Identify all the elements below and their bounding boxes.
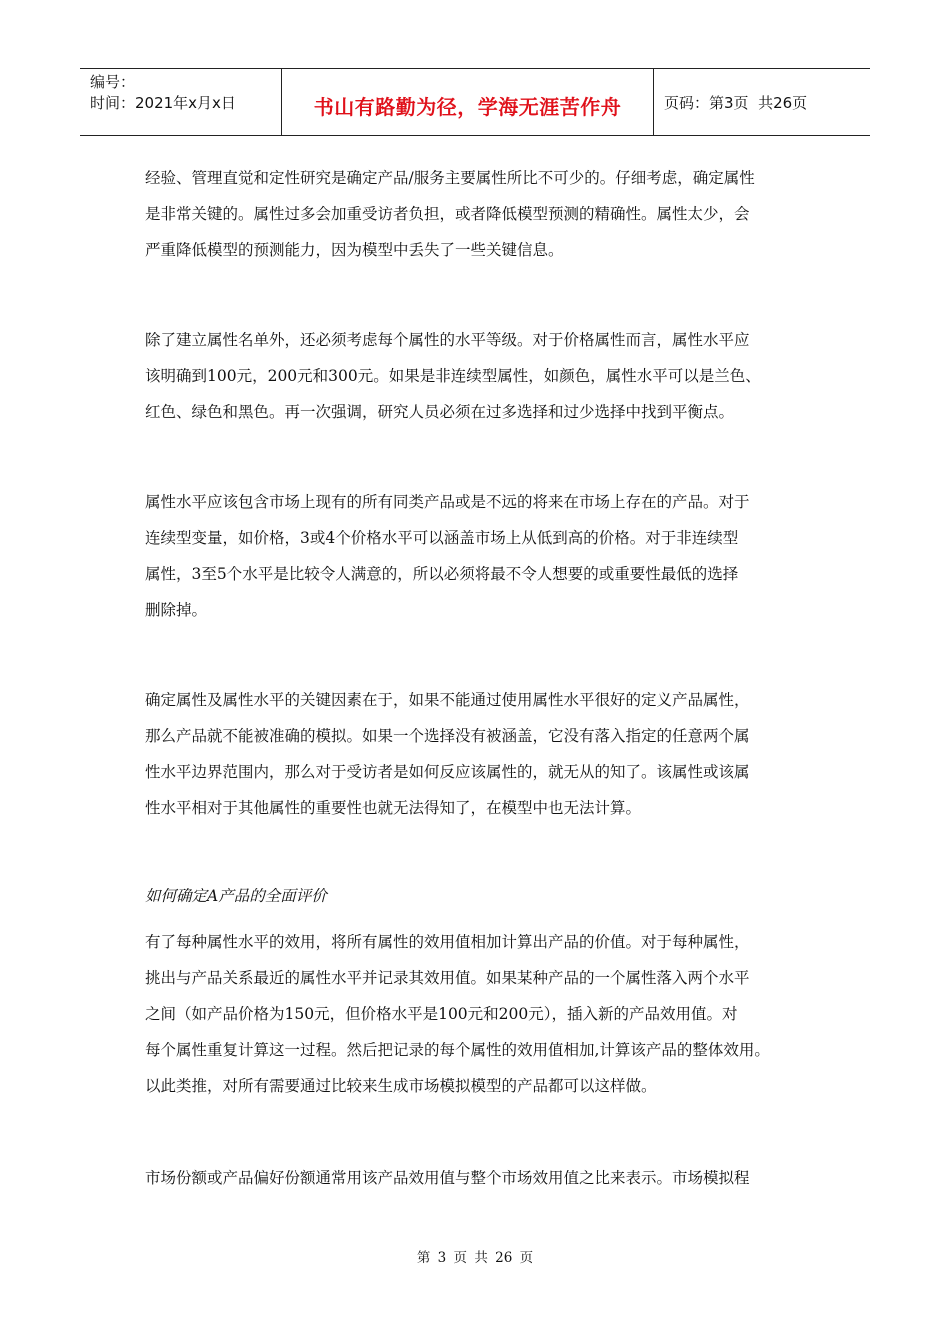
text-line: 该明确到100元，200元和300元。如果是非连续型属性，如颜色，属性水平可以是兰色、 xyxy=(145,367,761,385)
text-line: 属性水平应该包含市场上现有的所有同类产品或是不远的将来在市场上存在的产品。对于 xyxy=(145,493,750,511)
text-line: 挑出与产品关系最近的属性水平并记录其效用值。如果某种产品的一个属性落入两个水平 xyxy=(145,969,750,987)
page-footer: 第 3 页 共 26 页 xyxy=(416,1250,534,1266)
text-line: 性水平相对于其他属性的重要性也就无法得知了，在模型中也无法计算。 xyxy=(145,799,642,817)
document-date-label: 时间：2021年x月x日 xyxy=(90,94,236,112)
text-line: 那么产品就不能被准确的模拟。如果一个选择没有被涵盖，它没有落入指定的任意两个属 xyxy=(145,727,750,745)
text-line: 连续型变量，如价格，3或4个价格水平可以涵盖市场上从低到高的价格。对于非连续型 xyxy=(145,529,739,547)
text-line: 经验、管理直觉和定性研究是确定产品/服务主要属性所比不可少的。仔细考虑，确定属性 xyxy=(145,169,755,187)
text-line: 有了每种属性水平的效用，将所有属性的效用值相加计算出产品的价值。对于每种属性， xyxy=(145,933,750,951)
text-line: 红色、绿色和黑色。再一次强调，研究人员必须在过多选择和过少选择中找到平衡点。 xyxy=(145,403,735,421)
header-motto: 书山有路勤为径，学海无涯苦作舟 xyxy=(282,69,654,135)
paragraph-5 xyxy=(145,924,825,1104)
text-line: 属性，3至5个水平是比较令人满意的，所以必须将最不令人想要的或重要性最低的选择 xyxy=(145,565,739,583)
document-number-label: 编号： xyxy=(90,73,136,91)
paragraph-3 xyxy=(145,484,825,628)
header-page-cell xyxy=(654,69,870,135)
header-meta-cell xyxy=(80,69,282,135)
paragraph-2 xyxy=(145,322,825,430)
paragraph-1 xyxy=(145,160,825,268)
paragraph-4 xyxy=(145,682,825,826)
text-line: 以此类推，对所有需要通过比较来生成市场模拟模型的产品都可以这样做。 xyxy=(145,1077,657,1095)
text-line: 除了建立属性名单外，还必须考虑每个属性的水平等级。对于价格属性而言，属性水平应 xyxy=(145,331,750,349)
header-page-label: 页码：第3页 共26页 xyxy=(664,93,808,112)
text-line: 删除掉。 xyxy=(145,601,208,619)
section-subheading: 如何确定A产品的全面评价 xyxy=(145,887,327,905)
text-line: 市场份额或产品偏好份额通常用该产品效用值与整个市场效用值之比来表示。市场模拟程 xyxy=(145,1169,750,1187)
text-line: 每个属性重复计算这一过程。然后把记录的每个属性的效用值相加,计算该产品的整体效用。 xyxy=(145,1041,770,1059)
paragraph-6 xyxy=(145,1160,825,1196)
text-line: 严重降低模型的预测能力，因为模型中丢失了一些关键信息。 xyxy=(145,241,564,259)
text-line: 性水平边界范围内，那么对于受访者是如何反应该属性的，就无从的知了。该属性或该属 xyxy=(145,763,750,781)
text-line: 确定属性及属性水平的关键因素在于，如果不能通过使用属性水平很好的定义产品属性， xyxy=(145,691,750,709)
text-line: 是非常关键的。属性过多会加重受访者负担，或者降低模型预测的精确性。属性太少，会 xyxy=(145,205,750,223)
page-header xyxy=(80,68,870,136)
text-line: 之间（如产品价格为150元，但价格水平是100元和200元），插入新的产品效用值。对 xyxy=(145,1005,738,1023)
